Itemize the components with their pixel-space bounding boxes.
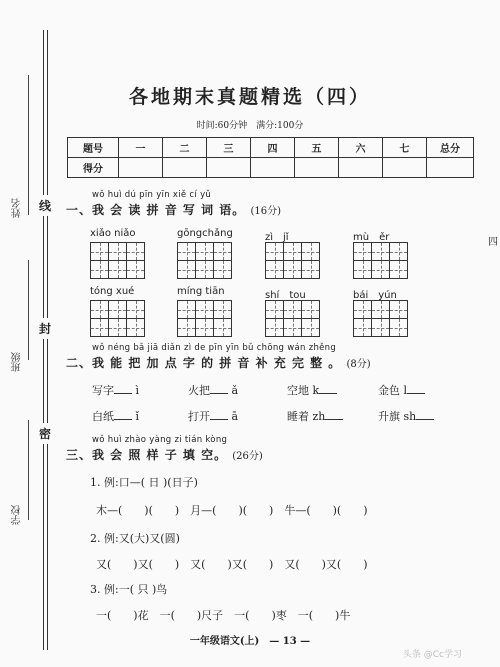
name-label: 姓名 (12, 198, 23, 218)
section1-heading-text: 一、我 会 读 拼 音 写 词 语。 (66, 203, 246, 217)
school-label: 学校 (12, 505, 23, 525)
phonics-word: 金色 l (378, 384, 408, 397)
writing-cell[interactable] (213, 242, 232, 261)
writing-cell[interactable] (371, 318, 390, 337)
writing-cell[interactable] (371, 300, 390, 319)
writing-cell[interactable] (177, 242, 196, 261)
section1-pinyin: wǒ huì dú pīn yīn xiě cí yǔ (92, 190, 212, 200)
phonics-item (378, 408, 434, 424)
score-header-cell: 六 (339, 138, 383, 158)
writing-cell[interactable] (108, 242, 127, 261)
grid-pinyin: shí tou (265, 290, 306, 301)
grid-pinyin: míng tiān (177, 286, 225, 297)
writing-cell[interactable] (353, 300, 372, 319)
section3-points: (26分) (232, 451, 263, 462)
writing-cell[interactable] (90, 318, 109, 337)
phonics-item (188, 382, 238, 398)
fill-row-1[interactable]: 木—( )( ) 月—( )( ) 牛—( )( ) (96, 504, 368, 517)
phonics-item (378, 382, 425, 398)
word-grid-group (265, 228, 319, 279)
score-header-cell: 五 (295, 138, 339, 158)
score-input-cell[interactable] (383, 158, 427, 178)
example-3: 3. 例:一( 只 )鸟 (90, 583, 168, 596)
word-grid-group (353, 228, 407, 279)
phonics-rest: ā (231, 410, 239, 423)
score-header-cell: 总分 (427, 138, 474, 158)
score-input-cell[interactable] (119, 158, 163, 178)
edge-char: 四 (488, 237, 498, 248)
writing-cell[interactable] (265, 300, 284, 319)
writing-cell[interactable] (177, 260, 196, 279)
score-input-cell[interactable] (207, 158, 251, 178)
phonics-word: 升旗 sh (378, 410, 417, 423)
writing-cell[interactable] (301, 260, 320, 279)
score-input-cell[interactable] (163, 158, 207, 178)
section3-pinyin: wǒ huì zhào yàng zi tián kòng (92, 435, 228, 445)
writing-cell[interactable] (108, 318, 127, 337)
phonics-item (92, 408, 139, 424)
phonics-word: 打开 (188, 410, 210, 423)
word-grid-group (90, 286, 144, 337)
section3-heading-text: 三、我 会 照 样 子 填 空。 (66, 448, 228, 462)
writing-cell[interactable] (283, 318, 302, 337)
writing-cell[interactable] (371, 260, 390, 279)
phonics-word: 白纸 (92, 410, 114, 423)
page-footer: 一年级语文(上) — 13 — (189, 636, 311, 647)
section1-heading (66, 201, 281, 218)
example-2: 2. 例:又(大)又(圆) (90, 532, 180, 545)
section1-points: (16分) (250, 206, 281, 217)
writing-cell[interactable] (213, 260, 232, 279)
writing-cell[interactable] (265, 318, 284, 337)
phonics-item (287, 408, 343, 424)
writing-cell[interactable] (108, 260, 127, 279)
writing-cell[interactable] (177, 300, 196, 319)
phonics-item (92, 382, 139, 398)
fill-row-2[interactable]: 又( )又( ) 又( )又( ) 又( )又( ) (96, 558, 368, 571)
writing-cell[interactable] (126, 242, 145, 261)
grid-pinyin: tóng xué (90, 286, 135, 297)
section2-points: (8分) (346, 359, 371, 370)
section2-pinyin: wǒ néng bǎ jiā diǎn zì de pīn yīn bǔ chōng wán zhěng (92, 343, 337, 353)
writing-cell[interactable] (195, 260, 214, 279)
writing-cell[interactable] (353, 318, 372, 337)
score-input-cell[interactable] (295, 158, 339, 178)
writing-cell[interactable] (301, 300, 320, 319)
score-header-cell: 四 (251, 138, 295, 158)
watermark: 头条 @Cc学习 (402, 650, 462, 660)
writing-cell[interactable] (301, 318, 320, 337)
writing-cell[interactable] (389, 242, 408, 261)
score-header-cell: 三 (207, 138, 251, 158)
answer-blank[interactable] (319, 383, 337, 394)
writing-cell[interactable] (108, 300, 127, 319)
answer-blank[interactable] (407, 383, 425, 394)
section3-heading (66, 446, 263, 463)
writing-cell[interactable] (389, 300, 408, 319)
writing-cell[interactable] (126, 300, 145, 319)
score-header-cell: 题号 (68, 138, 119, 158)
school-write-line (28, 420, 29, 520)
phonics-word: 火把 (188, 384, 210, 397)
score-header-cell: 七 (383, 138, 427, 158)
phonics-item (287, 382, 337, 398)
seal-char-line: 线 (39, 195, 51, 216)
phonics-rest: ì (135, 384, 140, 397)
score-row-label: 得分 (68, 158, 119, 178)
answer-blank[interactable] (114, 383, 132, 394)
writing-cell[interactable] (213, 300, 232, 319)
writing-cell[interactable] (90, 260, 109, 279)
answer-blank[interactable] (114, 409, 132, 420)
writing-cell[interactable] (213, 318, 232, 337)
writing-cell[interactable] (301, 242, 320, 261)
writing-cell[interactable] (353, 260, 372, 279)
grid-pinyin: zì jǐ (265, 232, 289, 243)
phonics-word: 空地 k (287, 384, 320, 397)
score-input-cell[interactable] (251, 158, 295, 178)
grid-pinyin: mù ěr (353, 232, 390, 243)
phonics-item (188, 408, 238, 424)
word-grid-group (265, 286, 319, 337)
writing-cell[interactable] (90, 242, 109, 261)
writing-cell[interactable] (195, 318, 214, 337)
writing-cell[interactable] (283, 300, 302, 319)
section2-heading (66, 354, 371, 371)
writing-cell[interactable] (177, 318, 196, 337)
writing-cell[interactable] (265, 242, 284, 261)
writing-cell[interactable] (126, 260, 145, 279)
score-table (67, 137, 474, 178)
grid-pinyin: xiǎo niǎo (90, 228, 136, 239)
phonics-rest: ǐ (135, 410, 140, 423)
word-grid-group (177, 286, 231, 337)
word-grid-group (90, 228, 144, 279)
score-header-cell: 一 (119, 138, 163, 158)
writing-cell[interactable] (389, 318, 408, 337)
page-title: 各地期末真题精选（四） (128, 86, 371, 108)
phonics-word: 睡着 zh (287, 410, 326, 423)
writing-cell[interactable] (195, 300, 214, 319)
answer-blank[interactable] (416, 409, 434, 420)
writing-cell[interactable] (283, 260, 302, 279)
word-grid-group (177, 228, 233, 279)
score-input-cell[interactable] (339, 158, 383, 178)
section2-heading-text: 二、我 能 把 加 点 字 的 拼 音 补 充 完 整 。 (66, 356, 342, 370)
answer-blank[interactable] (210, 383, 228, 394)
score-header-cell: 二 (163, 138, 207, 158)
word-grid-group (353, 286, 407, 337)
writing-cell[interactable] (283, 242, 302, 261)
score-input-cell[interactable] (427, 158, 474, 178)
phonics-word: 写字 (92, 384, 114, 397)
class-label: 班级 (12, 352, 23, 372)
answer-blank[interactable] (210, 409, 228, 420)
writing-cell[interactable] (195, 242, 214, 261)
answer-blank[interactable] (325, 409, 343, 420)
seal-char-secret: 密 (39, 423, 51, 444)
writing-cell[interactable] (371, 242, 390, 261)
fill-row-3[interactable]: 一( )花 一( )尺子 一( )枣 一( )牛 (96, 609, 351, 622)
writing-cell[interactable] (90, 300, 109, 319)
example-1: 1. 例:口—( 日 )(日子) (90, 476, 198, 489)
writing-cell[interactable] (265, 260, 284, 279)
time-info: 时间:60分钟 满分:100分 (196, 121, 304, 131)
grid-pinyin: gōngchǎng (177, 228, 233, 239)
writing-cell[interactable] (126, 318, 145, 337)
seal-char-seal: 封 (39, 318, 51, 339)
writing-cell[interactable] (389, 260, 408, 279)
writing-cell[interactable] (353, 242, 372, 261)
class-write-line (28, 260, 29, 360)
phonics-rest: ǎ (231, 384, 239, 397)
grid-pinyin: bái yún (353, 290, 397, 301)
